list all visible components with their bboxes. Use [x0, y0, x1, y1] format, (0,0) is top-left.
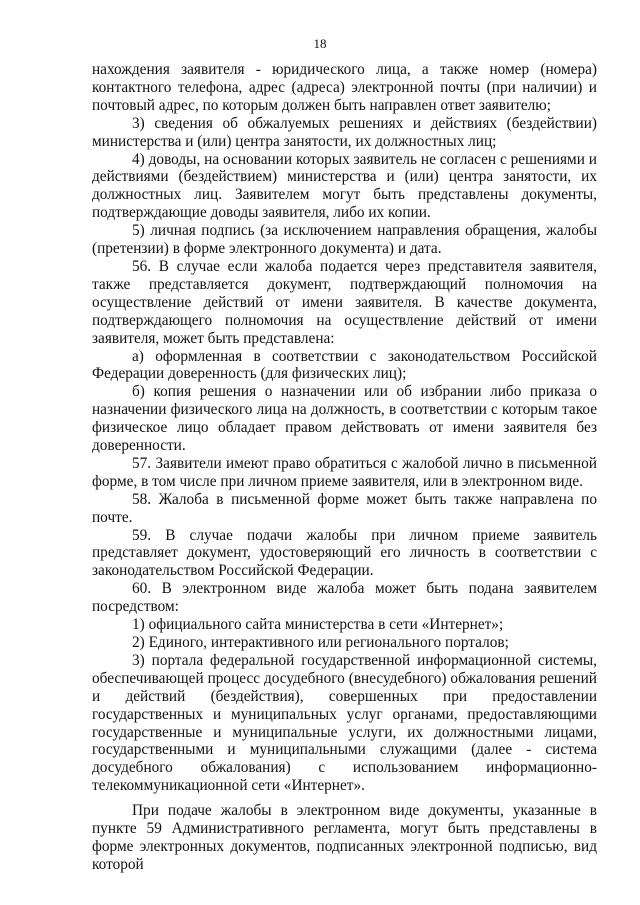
- paragraph: а) оформленная в соответствии с законодательством Российской Федерации доверенность (для физических лиц);: [92, 347, 597, 383]
- paragraph: 4) доводы, на основании которых заявитель не согласен с решениями и действиями (бездействием) министерства и (или) центра занятости, их должностных лиц. Заявителем могут быть представлены документы, подтверждающие доводы заявителя, либо их копии.: [92, 150, 597, 222]
- paragraph: 59. В случае подачи жалобы при личном приеме заявитель представляет документ, удостоверяющий его личность в соответствии с законодательством Российской Федерации.: [92, 526, 597, 580]
- document-body: [92, 61, 597, 874]
- paragraph: б) копия решения о назначении или об избрании либо приказа о назначении физического лица на должность, в соответствии с которым такое физическое лицо обладает правом действовать от имени заявителя без доверенности.: [92, 383, 597, 455]
- paragraph: нахождения заявителя - юридического лица, а также номер (номера) контактного телефона, адрес (адреса) электронной почты (при наличии) и почтовый адрес, по которым должен быть направлен ответ заявителю;: [92, 61, 597, 114]
- paragraph: 56. В случае если жалоба подается через представителя заявителя, также представляется документ, подтверждающий полномочия на осуществление действий от имени заявителя. В качестве документа, подтверждающего полномочия на осуществление действий от имени заявителя, может быть представлена:: [92, 257, 597, 347]
- paragraph: 60. В электронном виде жалоба может быть подана заявителем посредством:: [92, 580, 597, 616]
- paragraph: 57. Заявители имеют право обратиться с жалобой лично в письменной форме, в том числе при личном приеме заявителя, или в электронном виде.: [92, 454, 597, 490]
- paragraph: 3) сведения об обжалуемых решениях и действиях (бездействии) министерства и (или) центра занятости, их должностных лиц;: [92, 114, 597, 150]
- paragraph: 2) Единого, интерактивного или регионального порталов;: [132, 634, 509, 651]
- paragraph: 5) личная подпись (за исключением направления обращения, жалобы (претензии) в форме электронного документа) и дата.: [92, 222, 597, 258]
- page-number: 18: [313, 36, 327, 51]
- paragraph: 3) портала федеральной государственной информационной системы, обеспечивающей процесс досудебного (внесудебного) обжалования решений и действий (бездействия), совершенных при предоставлении государственных и муниципальных услуг органами, предоставляющими государственные и муниципальные услуги, их должностными лицами, государственными и муниципальными служащими (далее - система досудебного обжалования) с использованием информационно-телекоммуникационной сети «Интернет».: [92, 651, 597, 795]
- paragraph: При подаче жалобы в электронном виде документы, указанные в пункте 59 Административного регламента, могут быть представлены в форме электронных документов, подписанных электронной подписью, вид которой: [92, 802, 597, 873]
- paragraph: 58. Жалоба в письменной форме может быть также направлена по почте.: [92, 490, 597, 526]
- paragraph: 1) официального сайта министерства в сети «Интернет»;: [132, 616, 504, 634]
